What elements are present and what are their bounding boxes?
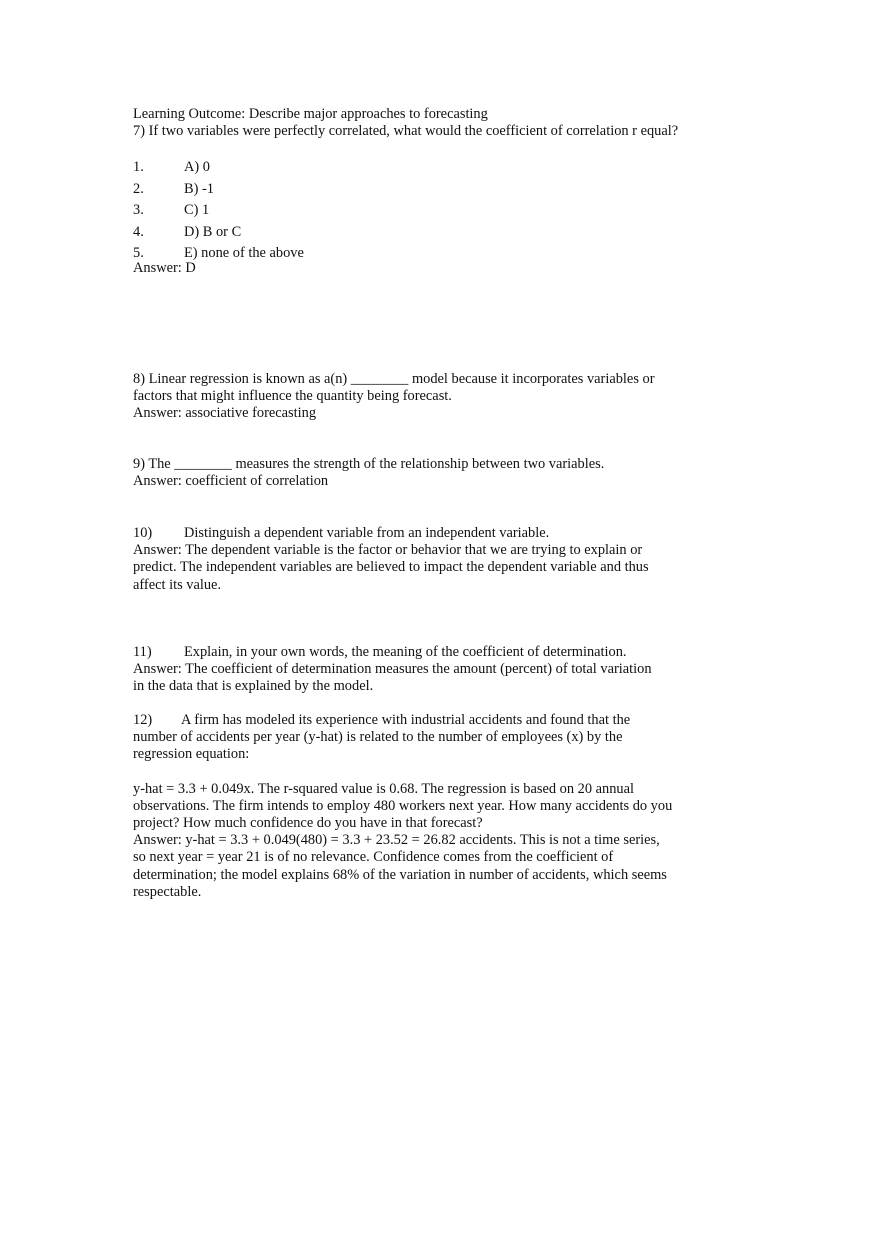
- question-number: 12): [133, 712, 153, 728]
- answer-line: affect its value.: [133, 576, 222, 593]
- question-12-body-line: project? How much confidence do you have in that forecast?: [133, 815, 483, 832]
- question-11-question: Explain, in your own words, the meaning of the coefficient of determination.: [184, 644, 627, 660]
- question-12-body-line: y-hat = 3.3 + 0.049x. The r-squared value is 0.68. The regression is based on 20 annual: [133, 780, 634, 797]
- option-item: [133, 179, 703, 201]
- question-8-line: 8) Linear regression is known as a(n) ________ model because it incorporates variables or: [133, 371, 655, 387]
- question-10-text: [133, 525, 649, 542]
- question-12-answer-line: respectable.: [133, 883, 202, 900]
- answer-line: Answer: The coefficient of determination measures the amount (percent) of total variation: [133, 661, 652, 678]
- question-12-text: [133, 712, 672, 729]
- question-7-text: 7) If two variables were perfectly correlated, what would the coefficient of correlation r equal?: [133, 123, 679, 140]
- question-7-answer: Answer: D: [133, 259, 196, 276]
- question-12-answer-line: determination; the model explains 68% of the variation in number of accidents, which seems: [133, 866, 667, 883]
- option-text: C) 1: [184, 202, 210, 219]
- question-7-block: [133, 106, 703, 277]
- question-9-block: [133, 456, 604, 490]
- option-number: 1.: [133, 159, 144, 176]
- question-8-block: [133, 371, 655, 423]
- question-12-line: number of accidents per year (y-hat) is related to the number of employees (x) by the: [133, 729, 623, 746]
- question-12-answer-line: Answer: y-hat = 3.3 + 0.049(480) = 3.3 + 23.52 = 26.82 accidents. This is not a time series,: [133, 832, 660, 849]
- option-text: B) -1: [184, 180, 214, 197]
- option-text: E) none of the above: [184, 245, 304, 262]
- option-number: 4.: [133, 223, 144, 240]
- question-9-answer: Answer: coefficient of correlation: [133, 473, 329, 490]
- question-10-block: [133, 525, 649, 594]
- question-8-answer: Answer: associative forecasting: [133, 405, 317, 422]
- option-item: [133, 222, 703, 244]
- answer-line: predict. The independent variables are believed to impact the dependent variable and thus: [133, 559, 649, 576]
- question-10-question: Distinguish a dependent variable from an independent variable.: [184, 525, 550, 541]
- question-9-text: 9) The ________ measures the strength of the relationship between two variables.: [133, 456, 605, 472]
- answer-line: Answer: The dependent variable is the factor or behavior that we are trying to explain or: [133, 542, 643, 559]
- answer-line: in the data that is explained by the model.: [133, 678, 374, 695]
- document-page: [133, 106, 703, 900]
- question-12-block: [133, 712, 672, 901]
- option-item: [133, 157, 703, 179]
- question-12-body-line: observations. The firm intends to employ 480 workers next year. How many accidents do you: [133, 797, 673, 814]
- option-number: 2.: [133, 180, 144, 197]
- option-number: 5.: [133, 245, 144, 262]
- question-12-question: A firm has modeled its experience with industrial accidents and found that the: [181, 712, 631, 728]
- question-number: 10): [133, 525, 153, 541]
- question-8-line: factors that might influence the quantity being forecast.: [133, 388, 452, 405]
- question-12-line: regression equation:: [133, 746, 250, 763]
- question-11-text: [133, 644, 652, 661]
- learning-outcome: Learning Outcome: Describe major approaches to forecasting: [133, 106, 488, 122]
- question-12-answer-line: so next year = year 21 is of no relevance. Confidence comes from the coefficient of: [133, 849, 614, 866]
- option-item: [133, 200, 703, 222]
- option-text: D) B or C: [184, 223, 242, 240]
- option-number: 3.: [133, 202, 144, 219]
- question-11-block: [133, 644, 652, 696]
- option-text: A) 0: [184, 159, 210, 176]
- question-number: 11): [133, 644, 152, 660]
